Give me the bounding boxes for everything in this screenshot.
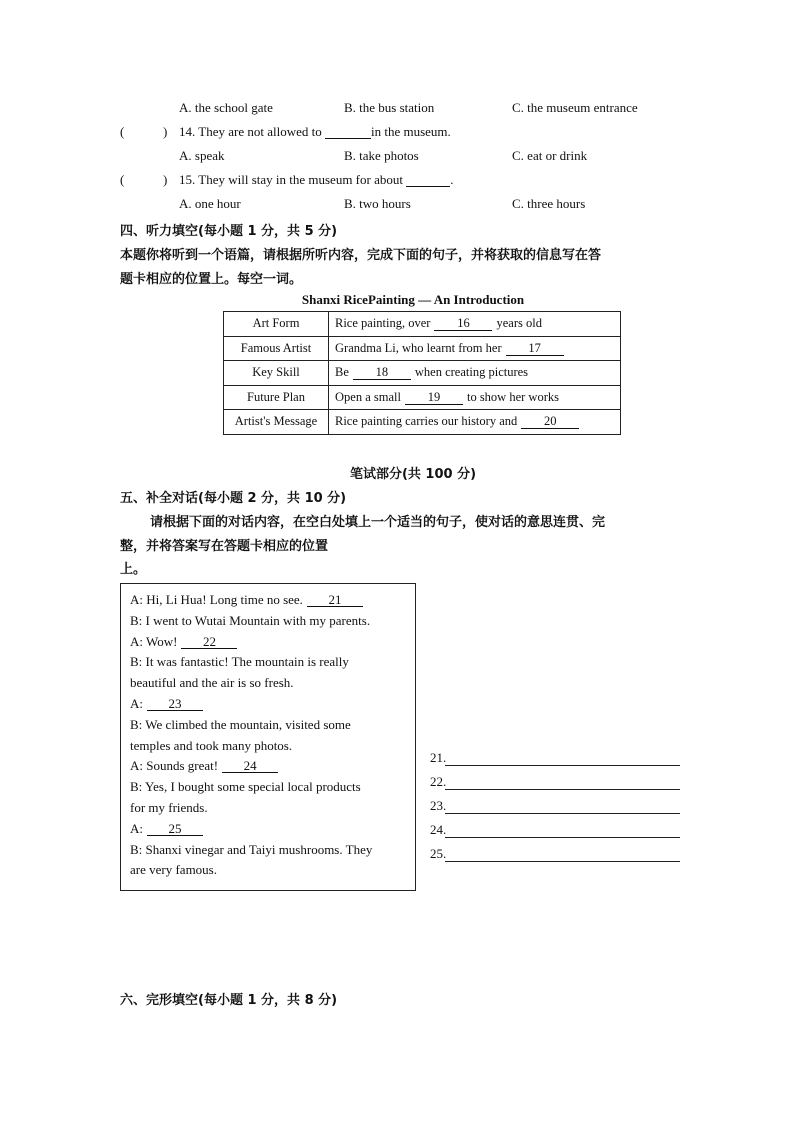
table-value-text: Rice painting carries our history and xyxy=(335,414,518,429)
dialogue-text: B: Shanxi vinegar and Taiyi mushrooms. They xyxy=(130,841,373,857)
listening-blank-20: 20 xyxy=(521,415,579,429)
q14-option-a: A. speak xyxy=(179,148,225,163)
section5-instruction-line2: 整，并将答案写在答题卡相应的位置 xyxy=(120,539,329,554)
dialogue-line xyxy=(130,717,351,733)
table-row xyxy=(224,336,621,361)
section5-instruction-line1: 请根据下面的对话内容，在空白处填上一个适当的句子，使对话的意思连贯、完 xyxy=(150,515,606,530)
answer-line[interactable] xyxy=(445,861,680,862)
answer-line[interactable] xyxy=(445,789,680,790)
table-row-key: Artist's Message xyxy=(224,410,329,435)
q15-option-c: C. three hours xyxy=(512,196,586,211)
dialogue-line xyxy=(130,842,372,858)
q14-answer-paren-close: ) xyxy=(163,124,168,139)
table-value-text-after: years old xyxy=(496,316,542,331)
table-row xyxy=(224,361,621,386)
dialogue-line xyxy=(130,696,203,712)
dialogue-line xyxy=(130,613,370,629)
q15-option-a: A. one hour xyxy=(179,196,241,211)
table-value-text: Be xyxy=(335,365,349,380)
dialogue-text: A: Wow! xyxy=(130,633,178,649)
dialogue-line xyxy=(130,675,294,691)
section4-instruction-line2: 题卡相应的位置上。每空一词。 xyxy=(120,272,303,287)
dialogue-line xyxy=(130,779,361,795)
dialogue-text: A: xyxy=(130,696,143,711)
answer-line[interactable] xyxy=(445,837,680,838)
table-row-key: Future Plan xyxy=(224,385,329,410)
dialogue-text: are very famous. xyxy=(130,862,217,878)
dialogue-line xyxy=(130,821,203,837)
answer-line[interactable] xyxy=(445,765,680,766)
table-row-key: Art Form xyxy=(224,312,329,337)
q15-stem xyxy=(179,172,453,188)
answer-number: 22. xyxy=(430,774,447,789)
listening-blank-17: 17 xyxy=(506,342,564,356)
info-table xyxy=(223,311,621,435)
section5-heading: 五、补全对话(每小题 2 分，共 10 分) xyxy=(120,491,347,506)
table-value-text-after: to show her works xyxy=(466,389,559,404)
table-row-value xyxy=(329,385,621,410)
table-row-key: Key Skill xyxy=(224,361,329,386)
q15-option-b: B. two hours xyxy=(344,196,411,211)
dialogue-line xyxy=(130,634,237,650)
answer-number: 21. xyxy=(430,750,447,765)
dialogue-text: beautiful and the air is so fresh. xyxy=(130,675,294,691)
table-value-text: Open a small xyxy=(335,389,401,404)
dialogue-line xyxy=(130,738,292,754)
q13-option-a: A. the school gate xyxy=(179,100,273,115)
answer-number: 24. xyxy=(430,822,447,837)
dialogue-text: B: It was fantastic! The mountain is really xyxy=(130,654,349,670)
written-part-heading: 笔试部分(共 100 分) xyxy=(349,467,477,482)
dialogue-text: A: Sounds great! xyxy=(130,758,219,774)
dialogue-blank-21: 21 xyxy=(307,593,363,607)
answer-line[interactable] xyxy=(445,813,680,814)
listening-blank-19: 19 xyxy=(405,391,463,405)
table-row xyxy=(224,410,621,435)
q15-blank xyxy=(406,173,450,187)
table-row-value xyxy=(329,410,621,435)
q14-option-b: B. take photos xyxy=(344,148,419,163)
dialogue-text: for my friends. xyxy=(130,800,208,815)
q14-option-c: C. eat or drink xyxy=(512,148,588,163)
table-value-text: Grandma Li, who learnt from her xyxy=(335,340,502,355)
q13-option-c: C. the museum entrance xyxy=(512,100,638,115)
listening-blank-18: 18 xyxy=(353,366,411,380)
dialogue-box xyxy=(120,583,416,891)
q15-stem-pre: 15. They will stay in the museum for about xyxy=(179,172,403,187)
table-row-value xyxy=(329,361,621,386)
table-value-text-after: when creating pictures xyxy=(414,365,529,380)
table-row xyxy=(224,385,621,410)
dialogue-text: A: xyxy=(130,820,143,836)
dialogue-line xyxy=(130,654,349,670)
dialogue-text: A: Hi, Li Hua! Long time no see. xyxy=(130,592,303,607)
dialogue-blank-23: 23 xyxy=(147,697,203,711)
dialogue-text: B: Yes, I bought some special local products xyxy=(130,779,361,795)
section4-heading: 四、听力填空(每小题 1 分，共 5 分) xyxy=(120,224,338,239)
table-row-value xyxy=(329,336,621,361)
section5-instruction-line3: 上。 xyxy=(120,562,147,577)
answer-number: 25. xyxy=(430,846,447,861)
q14-stem-pre: 14. They are not allowed to xyxy=(179,124,322,139)
listening-blank-16: 16 xyxy=(434,317,492,331)
q14-stem xyxy=(179,124,451,140)
q15-answer-paren-close: ) xyxy=(163,172,168,187)
q15-answer-paren-open: ( xyxy=(120,172,125,187)
dialogue-line xyxy=(130,800,208,816)
table-title: Shanxi RicePainting — An Introduction xyxy=(301,292,525,307)
table-row-key: Famous Artist xyxy=(224,336,329,361)
dialogue-line xyxy=(130,862,217,878)
dialogue-text: B: We climbed the mountain, visited some xyxy=(130,716,351,732)
table-row xyxy=(224,312,621,337)
q14-stem-post: in the museum. xyxy=(370,124,451,139)
q14-answer-paren-open: ( xyxy=(120,124,125,139)
table-value-text: Rice painting, over xyxy=(335,316,431,331)
q13-option-b: B. the bus station xyxy=(344,100,435,115)
dialogue-text: temples and took many photos. xyxy=(130,737,293,753)
dialogue-line xyxy=(130,758,278,774)
section4-instruction-line1: 本题你将听到一个语篇，请根据所听内容，完成下面的句子，并将获取的信息写在答 xyxy=(120,248,602,263)
q15-stem-post: . xyxy=(450,172,454,187)
dialogue-text: B: I went to Wutai Mountain with my parents. xyxy=(130,612,371,628)
dialogue-blank-24: 24 xyxy=(222,759,278,773)
section6-heading: 六、完形填空(每小题 1 分，共 8 分) xyxy=(120,993,338,1008)
dialogue-blank-22: 22 xyxy=(181,635,237,649)
dialogue-line xyxy=(130,592,363,608)
q14-blank xyxy=(325,125,371,139)
table-row-value xyxy=(329,312,621,337)
dialogue-blank-25: 25 xyxy=(147,822,203,836)
answer-number: 23. xyxy=(430,798,447,813)
